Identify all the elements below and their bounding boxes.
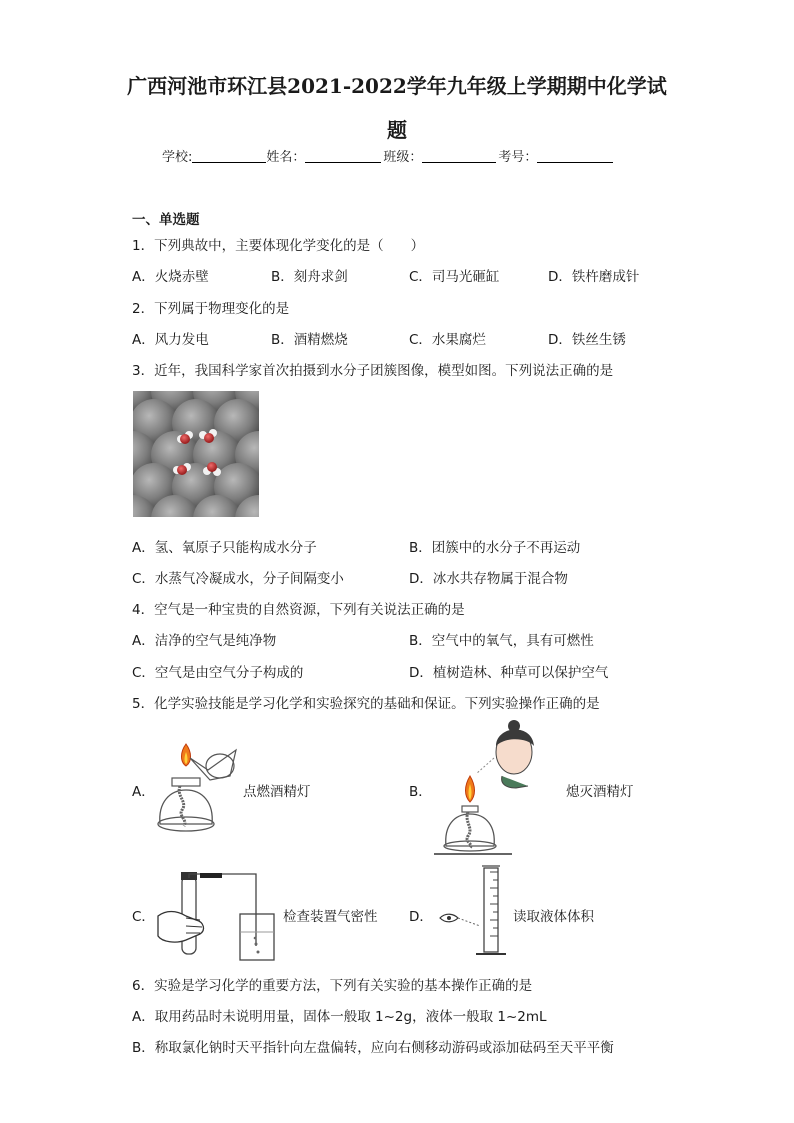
school-label: 学校: <box>162 150 193 165</box>
blowing-out-lamp-icon <box>432 718 536 856</box>
q2-option-b[interactable]: B．酒精燃烧 <box>271 332 348 348</box>
q4-option-c[interactable]: C．空气是由空气分子构成的 <box>132 665 304 681</box>
measuring-cylinder-icon <box>436 862 506 960</box>
q1-option-c[interactable]: C．司马光砸缸 <box>409 269 500 285</box>
q3-option-b[interactable]: B．团簇中的水分子不再运动 <box>409 540 581 556</box>
question-4-stem: 4．空气是一种宝贵的自然资源，下列有关说法正确的是 <box>132 602 465 618</box>
question-6-stem: 6．实验是学习化学的重要方法，下列有关实验的基本操作正确的是 <box>132 978 533 994</box>
water-cluster-image <box>133 391 259 517</box>
q6-option-a[interactable]: A．取用药品时未说明用量，固体一般取 1~2g，液体一般取 1~2mL <box>132 1009 547 1025</box>
question-3-stem: 3．近年，我国科学家首次拍摄到水分子团簇图像，模型如图。下列说法正确的是 <box>132 363 614 379</box>
q2-option-c[interactable]: C．水果腐烂 <box>409 332 486 348</box>
class-label: 班级： <box>383 150 423 165</box>
lighting-alcohol-lamp-icon <box>150 740 242 836</box>
q3-option-d[interactable]: D．冰水共存物属于混合物 <box>409 571 568 587</box>
q5-option-d[interactable]: D． <box>409 909 433 925</box>
name-blank[interactable] <box>305 150 381 163</box>
q5-caption-a: 点燃酒精灯 <box>243 784 311 800</box>
q1-option-d[interactable]: D．铁杵磨成针 <box>548 269 640 285</box>
q5-caption-b: 熄灭酒精灯 <box>566 784 634 800</box>
q1-option-a[interactable]: A．火烧赤壁 <box>132 269 209 285</box>
q3-option-a[interactable]: A．氢、氧原子只能构成水分子 <box>132 540 317 556</box>
section-heading: 一、单选题 <box>132 212 200 228</box>
exam-title-continued: 题 <box>387 118 407 142</box>
q5-option-a[interactable]: A． <box>132 784 155 800</box>
exam-number-label: 考号： <box>498 150 538 165</box>
name-label: 姓名： <box>266 150 306 165</box>
q5-caption-c: 检查装置气密性 <box>283 909 378 925</box>
q4-option-a[interactable]: A．洁净的空气是纯净物 <box>132 633 277 649</box>
school-blank[interactable] <box>192 150 266 163</box>
question-2-stem: 2．下列属于物理变化的是 <box>132 301 290 317</box>
student-info-row <box>162 146 613 165</box>
q4-option-d[interactable]: D．植树造林、种草可以保护空气 <box>409 665 609 681</box>
exam-title: 广西河池市环江县2021-2022学年九年级上学期期中化学试 <box>127 74 667 98</box>
question-5-stem: 5．化学实验技能是学习化学和实验探究的基础和保证。下列实验操作正确的是 <box>132 696 600 712</box>
q5-option-b[interactable]: B． <box>409 784 432 800</box>
q4-option-b[interactable]: B．空气中的氧气，具有可燃性 <box>409 633 594 649</box>
airtightness-check-icon <box>156 870 282 964</box>
q2-option-d[interactable]: D．铁丝生锈 <box>548 332 626 348</box>
q1-option-b[interactable]: B．刻舟求剑 <box>271 269 348 285</box>
q5-option-c[interactable]: C． <box>132 909 155 925</box>
q5-caption-d: 读取液体体积 <box>513 909 594 925</box>
exam-number-blank[interactable] <box>537 150 613 163</box>
class-blank[interactable] <box>422 150 496 163</box>
question-1-stem: 1．下列典故中，主要体现化学变化的是（ ） <box>132 238 425 254</box>
q3-option-c[interactable]: C．水蒸气冷凝成水，分子间隔变小 <box>132 571 344 587</box>
q6-option-b[interactable]: B．称取氯化钠时天平指针向左盘偏转，应向右侧移动游码或添加砝码至天平平衡 <box>132 1040 614 1056</box>
q2-option-a[interactable]: A．风力发电 <box>132 332 209 348</box>
